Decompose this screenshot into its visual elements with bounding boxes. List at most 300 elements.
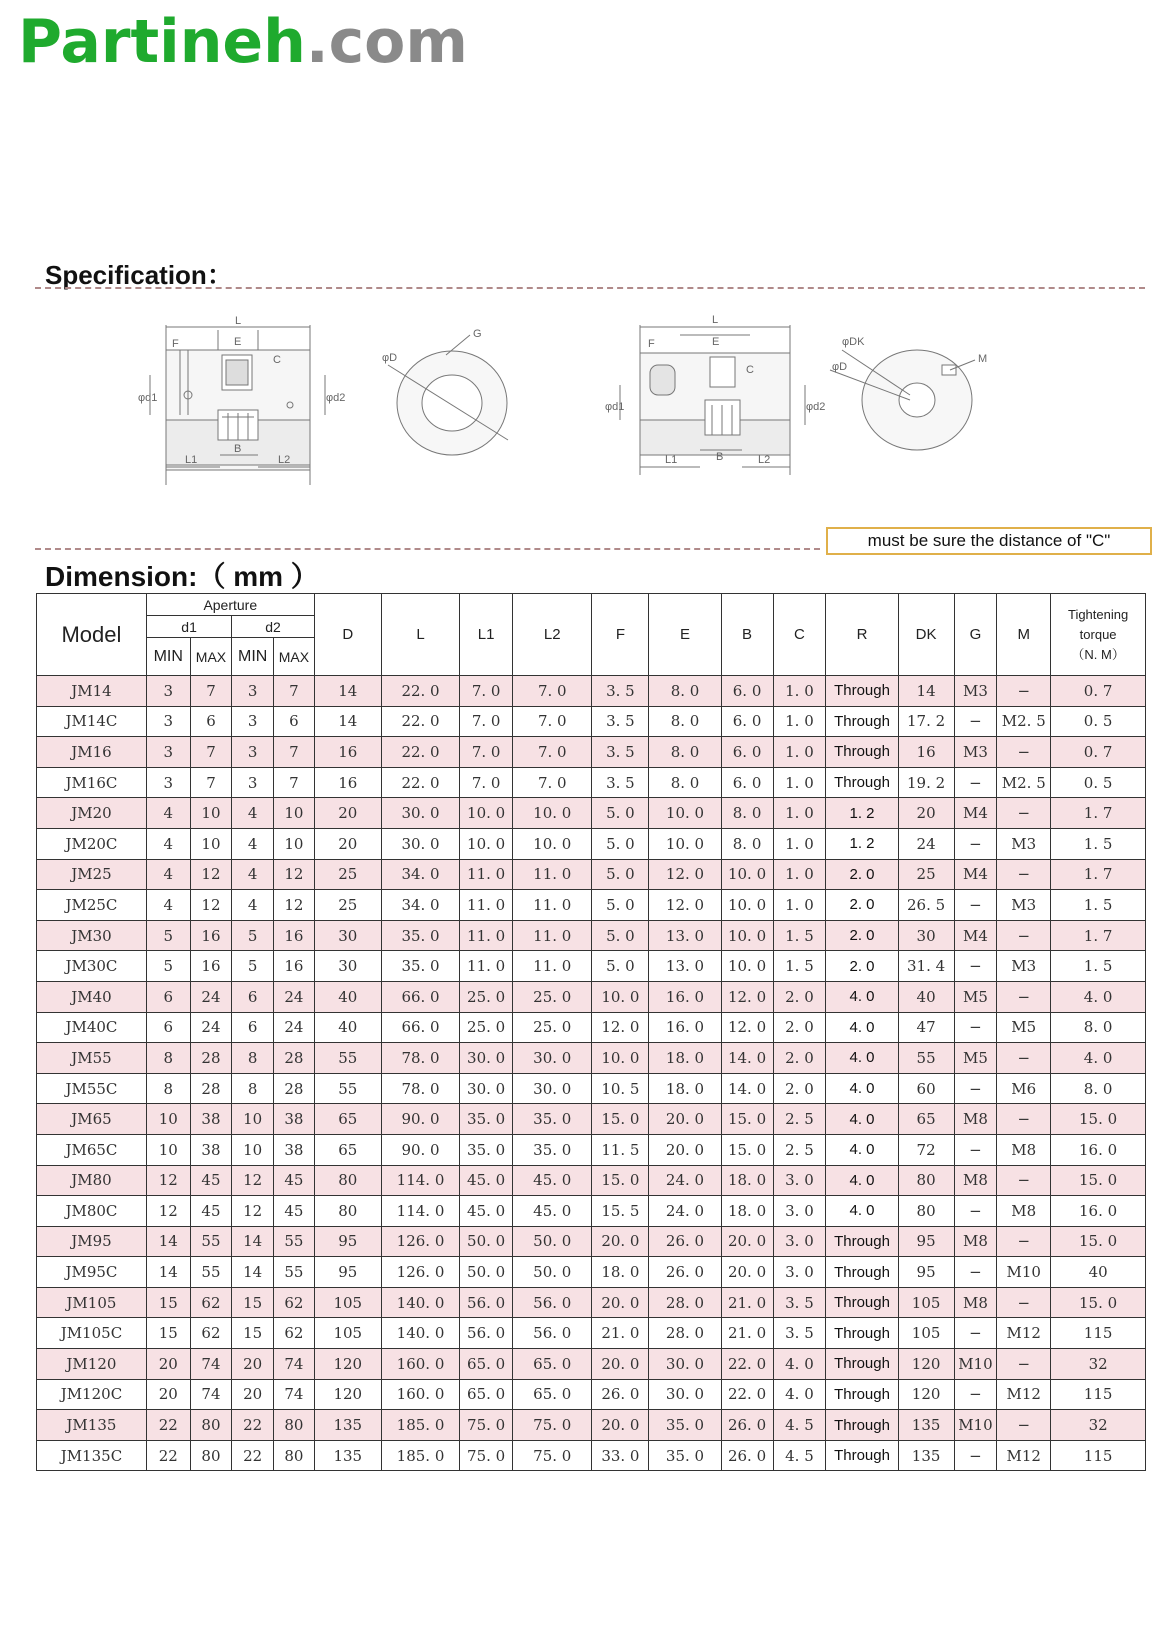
table-cell: 1. 5 [773, 920, 826, 951]
table-cell: − [954, 890, 997, 921]
table-cell: 15. 0 [592, 1165, 649, 1196]
table-cell: 7 [190, 737, 232, 768]
table-cell: 21. 0 [592, 1318, 649, 1349]
table-cell: 1. 7 [1051, 920, 1146, 951]
left-label-F: F [172, 338, 179, 350]
table-cell: 20 [232, 1349, 274, 1380]
divider-bottom [35, 548, 820, 550]
table-cell: 28. 0 [649, 1287, 721, 1318]
table-cell: 12. 0 [649, 859, 721, 890]
table-cell: 8. 0 [1051, 1073, 1146, 1104]
table-cell: Through [826, 737, 898, 768]
table-cell: 135 [898, 1410, 954, 1441]
table-cell: 14 [146, 1257, 190, 1288]
table-cell: 135 [898, 1440, 954, 1471]
table-cell: 115 [1051, 1379, 1146, 1410]
table-cell: JM55 [37, 1043, 147, 1074]
header-d2: d2 [232, 616, 314, 638]
table-cell: 38 [190, 1104, 232, 1135]
table-cell: 12. 0 [721, 981, 773, 1012]
table-cell: 21. 0 [721, 1318, 773, 1349]
table-cell: 90. 0 [381, 1104, 459, 1135]
table-cell: 12 [274, 859, 315, 890]
table-cell: 40 [898, 981, 954, 1012]
table-cell: 1. 7 [1051, 798, 1146, 829]
table-cell: M3 [997, 890, 1051, 921]
table-cell: 20. 0 [592, 1410, 649, 1441]
table-cell: 26. 0 [721, 1440, 773, 1471]
table-cell: Through [826, 1257, 898, 1288]
table-cell: 95 [898, 1257, 954, 1288]
table-cell: 5. 0 [592, 859, 649, 890]
table-cell: 120 [898, 1379, 954, 1410]
table-cell: 21. 0 [721, 1287, 773, 1318]
table-cell: 62 [190, 1318, 232, 1349]
table-cell: M5 [997, 1012, 1051, 1043]
table-row [37, 920, 1146, 951]
table-cell: 15 [146, 1318, 190, 1349]
right-circle-label-D: φD [832, 361, 848, 373]
table-cell: 5 [146, 951, 190, 982]
table-cell: 7 [274, 767, 315, 798]
header-C: C [773, 594, 826, 676]
table-cell: 7. 0 [513, 737, 592, 768]
table-cell: 14 [146, 1226, 190, 1257]
table-cell: M3 [954, 737, 997, 768]
table-cell: 35. 0 [513, 1104, 592, 1135]
table-cell: 4. 0 [826, 1073, 898, 1104]
table-cell: 90. 0 [381, 1134, 459, 1165]
table-cell: 105 [314, 1287, 381, 1318]
table-cell: JM25 [37, 859, 147, 890]
table-cell: 14 [232, 1226, 274, 1257]
table-cell: M2. 5 [997, 767, 1051, 798]
table-cell: 4. 0 [826, 1012, 898, 1043]
table-cell: 15. 0 [1051, 1165, 1146, 1196]
table-cell: 22. 0 [721, 1379, 773, 1410]
table-row [37, 1349, 1146, 1380]
table-cell: M8 [997, 1134, 1051, 1165]
table-cell: 22. 0 [381, 706, 459, 737]
table-cell: 45 [190, 1165, 232, 1196]
table-cell: 15. 0 [592, 1104, 649, 1135]
table-cell: 1. 0 [773, 737, 826, 768]
right-label-L2: L2 [758, 454, 771, 466]
torque-unit: （N. M） [1071, 646, 1125, 662]
header-B: B [721, 594, 773, 676]
table-cell: 65. 0 [460, 1379, 513, 1410]
table-cell: 3. 5 [773, 1287, 826, 1318]
table-cell: − [954, 1073, 997, 1104]
left-label-B: B [234, 443, 242, 455]
table-cell: 16 [314, 737, 381, 768]
table-cell: 105 [314, 1318, 381, 1349]
table-cell: 25. 0 [460, 1012, 513, 1043]
table-cell: 16 [190, 920, 232, 951]
table-cell: 55 [190, 1257, 232, 1288]
table-cell: 4. 0 [826, 981, 898, 1012]
table-cell: 6. 0 [721, 706, 773, 737]
table-cell: 35. 0 [649, 1410, 721, 1441]
header-aperture: Aperture [146, 594, 314, 616]
table-cell: 4. 0 [1051, 981, 1146, 1012]
table-cell: 15. 0 [1051, 1287, 1146, 1318]
table-cell: JM40C [37, 1012, 147, 1043]
table-cell: 26. 0 [649, 1257, 721, 1288]
table-cell: 20. 0 [592, 1349, 649, 1380]
table-row [37, 1012, 1146, 1043]
table-row [37, 890, 1146, 921]
table-cell: 55 [274, 1257, 315, 1288]
table-cell: Through [826, 1379, 898, 1410]
table-cell: 20 [898, 798, 954, 829]
dimension-table [36, 593, 1146, 1471]
table-cell: 14 [314, 676, 381, 707]
table-cell: 26. 0 [721, 1410, 773, 1441]
table-cell: 6 [232, 981, 274, 1012]
table-cell: 4 [146, 859, 190, 890]
table-cell: 11. 0 [513, 890, 592, 921]
table-cell: 4 [146, 798, 190, 829]
left-circle-label-G: G [473, 328, 482, 340]
table-cell: 34. 0 [381, 859, 459, 890]
table-cell: 10. 0 [513, 828, 592, 859]
table-cell: 11. 0 [460, 920, 513, 951]
table-cell: 35. 0 [513, 1134, 592, 1165]
table-row [37, 1165, 1146, 1196]
table-cell: − [954, 1196, 997, 1227]
table-cell: 40 [314, 1012, 381, 1043]
table-cell: 4. 5 [773, 1440, 826, 1471]
header-E: E [649, 594, 721, 676]
table-cell: 34. 0 [381, 890, 459, 921]
table-body [37, 676, 1146, 1471]
table-cell: 24 [190, 1012, 232, 1043]
table-cell: 95 [898, 1226, 954, 1257]
table-row [37, 951, 1146, 982]
table-cell: 30. 0 [649, 1379, 721, 1410]
table-cell: 20. 0 [592, 1287, 649, 1318]
table-cell: 5. 0 [592, 828, 649, 859]
table-cell: M4 [954, 920, 997, 951]
table-cell: 15. 0 [721, 1104, 773, 1135]
header-DK: DK [898, 594, 954, 676]
table-cell: 185. 0 [381, 1410, 459, 1441]
table-cell: 135 [314, 1410, 381, 1441]
table-cell: 8 [146, 1043, 190, 1074]
table-cell: 5. 0 [592, 920, 649, 951]
table-cell: 10 [146, 1134, 190, 1165]
table-cell: 7. 0 [513, 706, 592, 737]
table-cell: 66. 0 [381, 981, 459, 1012]
table-cell: 45. 0 [513, 1196, 592, 1227]
table-cell: 55 [898, 1043, 954, 1074]
table-cell: 14 [314, 706, 381, 737]
table-cell: M8 [954, 1104, 997, 1135]
table-cell: 20. 0 [592, 1226, 649, 1257]
right-label-L1: L1 [665, 454, 678, 466]
table-cell: 45. 0 [513, 1165, 592, 1196]
table-cell: 3. 5 [592, 767, 649, 798]
table-cell: 75. 0 [460, 1410, 513, 1441]
table-cell: 10. 0 [721, 951, 773, 982]
table-cell: 10. 0 [649, 828, 721, 859]
table-cell: JM80 [37, 1165, 147, 1196]
table-cell: 20 [232, 1379, 274, 1410]
table-cell: 30. 0 [381, 828, 459, 859]
table-cell: 120 [314, 1379, 381, 1410]
table-cell: M3 [997, 951, 1051, 982]
table-cell: 1. 0 [773, 828, 826, 859]
table-cell: 30. 0 [649, 1349, 721, 1380]
table-cell: JM20 [37, 798, 147, 829]
table-cell: 10 [146, 1104, 190, 1135]
divider-top [35, 287, 1145, 289]
left-label-d1: φd1 [138, 392, 158, 404]
table-cell: 20. 0 [649, 1134, 721, 1165]
table-cell: M8 [954, 1226, 997, 1257]
table-cell: M8 [954, 1287, 997, 1318]
table-cell: 12 [146, 1165, 190, 1196]
header-L1: L1 [460, 594, 513, 676]
table-cell: JM105 [37, 1287, 147, 1318]
header-d1: d1 [146, 616, 231, 638]
table-cell: 7. 0 [460, 737, 513, 768]
table-cell: 185. 0 [381, 1440, 459, 1471]
table-cell: 1. 5 [773, 951, 826, 982]
table-cell: 10. 0 [460, 798, 513, 829]
table-cell: M5 [954, 981, 997, 1012]
table-cell: 62 [190, 1287, 232, 1318]
table-cell: 7 [190, 767, 232, 798]
table-cell: 7. 0 [460, 676, 513, 707]
table-cell: 15. 0 [1051, 1104, 1146, 1135]
table-row [37, 737, 1146, 768]
table-cell: 6 [232, 1012, 274, 1043]
table-cell: 31. 4 [898, 951, 954, 982]
table-cell: JM14 [37, 676, 147, 707]
table-cell: 28 [190, 1043, 232, 1074]
table-cell: 4 [232, 798, 274, 829]
table-cell: 1. 5 [1051, 828, 1146, 859]
table-cell: 20. 0 [649, 1104, 721, 1135]
table-cell: JM16C [37, 767, 147, 798]
table-cell: 8 [232, 1043, 274, 1074]
table-cell: 1. 2 [826, 828, 898, 859]
table-cell: M4 [954, 798, 997, 829]
table-cell: − [954, 706, 997, 737]
table-cell: 105 [898, 1287, 954, 1318]
table-row [37, 798, 1146, 829]
table-cell: 30. 0 [460, 1043, 513, 1074]
table-row [37, 676, 1146, 707]
table-row [37, 706, 1146, 737]
table-cell: 56. 0 [460, 1287, 513, 1318]
table-cell: 140. 0 [381, 1318, 459, 1349]
table-cell: 25 [898, 859, 954, 890]
dimension-heading: Dimension:（ mm ） [45, 561, 319, 592]
table-cell: 56. 0 [513, 1287, 592, 1318]
table-cell: 75. 0 [513, 1440, 592, 1471]
table-cell: − [997, 920, 1051, 951]
table-cell: 3 [232, 737, 274, 768]
table-cell: 24. 0 [649, 1196, 721, 1227]
table-cell: 20. 0 [721, 1257, 773, 1288]
table-cell: 4. 0 [826, 1104, 898, 1135]
table-cell: 3. 5 [592, 706, 649, 737]
table-cell: 30. 0 [381, 798, 459, 829]
table-cell: 40 [314, 981, 381, 1012]
table-cell: 1. 0 [773, 890, 826, 921]
table-cell: 16 [314, 767, 381, 798]
table-cell: 1. 0 [773, 676, 826, 707]
table-cell: 12. 0 [649, 890, 721, 921]
table-cell: JM95 [37, 1226, 147, 1257]
header-tightening-torque [1051, 594, 1146, 676]
table-cell: 6. 0 [721, 767, 773, 798]
header-L: L [381, 594, 459, 676]
table-cell: 12 [232, 1196, 274, 1227]
table-cell: − [997, 1043, 1051, 1074]
table-cell: 28 [274, 1073, 315, 1104]
left-circle-label-D: φD [382, 352, 398, 364]
table-cell: M3 [997, 828, 1051, 859]
table-header [37, 594, 1146, 676]
table-cell: 22 [232, 1410, 274, 1441]
table-cell: 72 [898, 1134, 954, 1165]
table-row [37, 767, 1146, 798]
table-cell: 30. 0 [513, 1073, 592, 1104]
table-cell: 65. 0 [513, 1379, 592, 1410]
table-cell: JM40 [37, 981, 147, 1012]
table-cell: M8 [997, 1196, 1051, 1227]
table-cell: 65. 0 [513, 1349, 592, 1380]
table-cell: 1. 0 [773, 767, 826, 798]
table-cell: 22 [232, 1440, 274, 1471]
table-cell: 115 [1051, 1318, 1146, 1349]
table-cell: 38 [274, 1104, 315, 1135]
right-label-d2: φd2 [806, 401, 826, 413]
header-d2-min: MIN [232, 638, 274, 676]
table-cell: M10 [954, 1410, 997, 1441]
table-cell: 12 [190, 859, 232, 890]
table-cell: M10 [954, 1349, 997, 1380]
table-cell: 2. 0 [773, 1012, 826, 1043]
table-cell: 1. 7 [1051, 859, 1146, 890]
header-D: D [314, 594, 381, 676]
table-row [37, 1134, 1146, 1165]
table-cell: 22. 0 [721, 1349, 773, 1380]
header-d1-min: MIN [146, 638, 190, 676]
table-cell: 1. 0 [773, 798, 826, 829]
table-cell: 10. 0 [721, 859, 773, 890]
table-cell: JM135 [37, 1410, 147, 1441]
header-F: F [592, 594, 649, 676]
right-end-view [830, 350, 975, 450]
table-cell: 50. 0 [513, 1226, 592, 1257]
table-cell: 6 [274, 706, 315, 737]
right-label-B: B [716, 451, 724, 463]
table-cell: − [997, 1165, 1051, 1196]
table-cell: 74 [190, 1349, 232, 1380]
table-cell: 10. 0 [721, 920, 773, 951]
table-cell: 16 [190, 951, 232, 982]
table-cell: 140. 0 [381, 1287, 459, 1318]
table-cell: 74 [274, 1379, 315, 1410]
table-cell: 80 [274, 1410, 315, 1441]
table-cell: 5 [232, 920, 274, 951]
table-cell: 18. 0 [649, 1073, 721, 1104]
table-cell: 1. 0 [773, 706, 826, 737]
table-cell: 4 [232, 890, 274, 921]
table-cell: − [954, 1012, 997, 1043]
table-cell: 8. 0 [649, 706, 721, 737]
table-cell: 2. 5 [773, 1134, 826, 1165]
table-cell: JM30 [37, 920, 147, 951]
table-cell: − [997, 859, 1051, 890]
table-cell: 55 [274, 1226, 315, 1257]
table-cell: − [954, 1318, 997, 1349]
header-M: M [997, 594, 1051, 676]
table-cell: 15 [232, 1318, 274, 1349]
brand-logo [18, 2, 468, 82]
table-cell: 4. 0 [826, 1196, 898, 1227]
table-cell: − [997, 1287, 1051, 1318]
table-cell: 45 [274, 1196, 315, 1227]
table-cell: Through [826, 1349, 898, 1380]
table-cell: 16 [274, 951, 315, 982]
table-cell: 16 [274, 920, 315, 951]
table-cell: M6 [997, 1073, 1051, 1104]
table-cell: 4. 0 [773, 1379, 826, 1410]
table-row [37, 859, 1146, 890]
table-cell: 55 [190, 1226, 232, 1257]
left-label-d2: φd2 [326, 392, 346, 404]
table-cell: 15 [146, 1287, 190, 1318]
table-cell: Through [826, 1410, 898, 1441]
table-cell: 120 [314, 1349, 381, 1380]
table-cell: 11. 0 [460, 951, 513, 982]
table-cell: 11. 5 [592, 1134, 649, 1165]
table-cell: JM14C [37, 706, 147, 737]
table-cell: 20. 0 [721, 1226, 773, 1257]
table-cell: 74 [274, 1349, 315, 1380]
table-cell: 28 [274, 1043, 315, 1074]
table-cell: 95 [314, 1257, 381, 1288]
table-cell: 30 [314, 951, 381, 982]
table-cell: 20 [146, 1349, 190, 1380]
table-cell: − [997, 981, 1051, 1012]
left-label-L: L [235, 315, 242, 327]
table-cell: 32 [1051, 1349, 1146, 1380]
table-cell: 3. 5 [592, 676, 649, 707]
table-row [37, 1440, 1146, 1471]
brand-name: Partineh [18, 7, 306, 77]
header-R: R [826, 594, 898, 676]
table-cell: 24 [898, 828, 954, 859]
table-cell: 28 [190, 1073, 232, 1104]
table-cell: 80 [898, 1165, 954, 1196]
right-circle-label-DK: φDK [842, 336, 865, 348]
table-cell: 7. 0 [513, 676, 592, 707]
table-cell: Through [826, 676, 898, 707]
table-cell: 20 [146, 1379, 190, 1410]
table-cell: M2. 5 [997, 706, 1051, 737]
table-cell: 6. 0 [721, 676, 773, 707]
table-cell: 6. 0 [721, 737, 773, 768]
table-cell: 56. 0 [460, 1318, 513, 1349]
table-cell: 8. 0 [1051, 1012, 1146, 1043]
